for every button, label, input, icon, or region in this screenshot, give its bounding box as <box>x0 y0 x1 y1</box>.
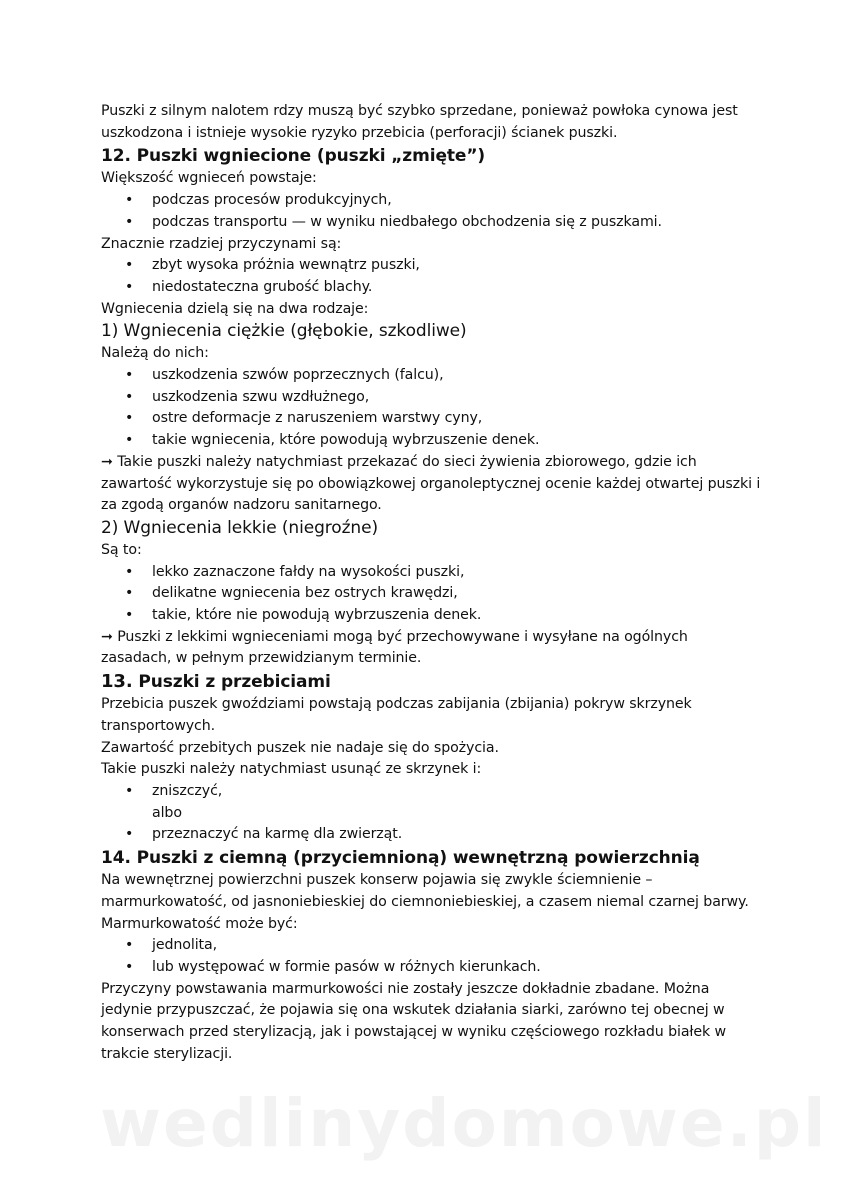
section-12-heading: 12. Puszki wgniecione (puszki „zmięte”) <box>101 146 486 167</box>
paragraph: Znacznie rzadziej przyczynami są: <box>101 235 342 252</box>
list <box>101 190 761 233</box>
list-item: • uszkodzenia szwów poprzecznych (falcu), <box>101 365 761 387</box>
section-13-heading <box>101 670 761 694</box>
watermark: wedlinydomowe.pl <box>100 1085 828 1162</box>
list-item: • podczas transportu — w wyniku niedbałego obchodzenia się z puszkami. <box>101 212 761 234</box>
paragraph: Wgniecenia dzielą się na dwa rodzaje: <box>101 300 369 317</box>
list-item: • zbyt wysoka próżnia wewnątrz puszki, <box>101 255 761 277</box>
section-14-heading: 14. Puszki z ciemną (przyciemnioną) wewnętrzną powierzchnią <box>101 848 700 869</box>
section-13-title: Puszki z przebiciami <box>138 672 331 693</box>
list-item-or: albo <box>152 804 182 821</box>
paragraph: Większość wgnieceń powstaje: <box>101 170 317 187</box>
list-item: • uszkodzenia szwu wzdłużnego, <box>101 387 761 409</box>
subheading-heavy-dents: 1) Wgniecenia ciężkie (głębokie, szkodliwe) <box>101 321 467 342</box>
subheading-light-dents: 2) Wgniecenia lekkie (niegroźne) <box>101 517 378 538</box>
list-item: • ostre deformacje z naruszeniem warstwy cyny, <box>101 408 761 430</box>
list-item: • zniszczyć, <box>101 781 761 803</box>
list-item: • jednolita, <box>101 935 761 957</box>
list <box>101 781 761 846</box>
paragraph: Przebicia puszek gwoździami powstają podczas zabijania (zbijania) pokryw skrzynek transportowych. <box>101 696 692 734</box>
list <box>101 365 761 452</box>
paragraph: Zawartość przebitych puszek nie nadaje się do spożycia. <box>101 739 499 756</box>
list-item: • lekko zaznaczone fałdy na wysokości puszki, <box>101 562 761 584</box>
intro-paragraph: Puszki z silnym nalotem rdzy muszą być szybko sprzedane, ponieważ powłoka cynowa jest uszkodzona i istnieje wysokie ryzyko przebicia (perforacji) ścianek puszki. <box>101 103 738 141</box>
list-item: • podczas procesów produkcyjnych, <box>101 190 761 212</box>
paragraph: Marmurkowatość może być: <box>101 915 298 932</box>
paragraph: Przyczyny powstawania marmurkowości nie zostały jeszcze dokładnie zbadane. Można jedynie przypuszczać, że pojawia się ona wskutek działania siarki, zarówno tej obecnej w konserwach przed sterylizacją, jak i powstającej w wyniku częściowego rozkładu białek w trakcie sterylizacji. <box>101 980 726 1062</box>
section-13-number: 13. <box>101 671 133 693</box>
list-item: • lub występować w formie pasów w różnych kierunkach. <box>101 957 761 979</box>
list-item: • takie wgniecenia, które powodują wybrzuszenie denek. <box>101 430 761 452</box>
document-body <box>101 101 761 1065</box>
list-item: • niedostateczna grubość blachy. <box>101 277 761 299</box>
list-item: • takie, które nie powodują wybrzuszenia denek. <box>101 605 761 627</box>
arrow-paragraph: ➞ Puszki z lekkimi wgnieceniami mogą być przechowywane i wysyłane na ogólnych zasadach, w pełnym przewidzianym terminie. <box>101 628 688 667</box>
paragraph: Takie puszki należy natychmiast usunąć ze skrzynek i: <box>101 761 482 778</box>
list <box>101 935 761 978</box>
paragraph: Należą do nich: <box>101 345 209 362</box>
list-item: • delikatne wgniecenia bez ostrych krawędzi, <box>101 583 761 605</box>
paragraph: Na wewnętrznej powierzchni puszek konserw pojawia się zwykle ściemnienie – marmurkowatość, od jasnoniebieskiej do ciemnoniebieskiej, a czasem niemal czarnej barwy. <box>101 872 749 910</box>
list-item: • przeznaczyć na karmę dla zwierząt. <box>101 824 761 846</box>
paragraph: Są to: <box>101 541 142 558</box>
list <box>101 255 761 298</box>
list <box>101 562 761 627</box>
arrow-paragraph: ➞ Takie puszki należy natychmiast przekazać do sieci żywienia zbiorowego, gdzie ich zawartość wykorzystuje się po obowiązkowej organoleptycznej ocenie każdej otwartej puszki i za zgodą organów nadzoru sanitarnego. <box>101 453 761 514</box>
